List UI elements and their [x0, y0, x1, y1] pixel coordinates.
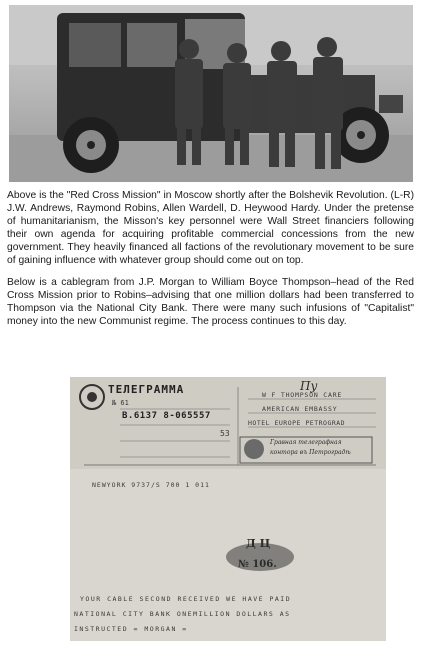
- address-line-3: HOTEL EUROPE PETROGRAD: [248, 419, 346, 427]
- cablegram-image: [70, 377, 386, 641]
- message-line-2: NATIONAL CITY BANK ONEMILLION DOLLARS AS: [74, 610, 291, 618]
- message-line-1: YOUR CABLE SECOND RECEIVED WE HAVE PAID: [80, 595, 292, 603]
- stamp-number: № 106.: [238, 559, 277, 570]
- stamp-handwritten-mark: Д Ц: [246, 537, 271, 550]
- red-cross-mission-photo: [9, 5, 413, 182]
- handwritten-note-top: Пу: [300, 379, 318, 393]
- cablegram-number: B.6137 8-065557: [122, 411, 211, 421]
- address-line-2: AMERICAN EMBASSY: [262, 405, 338, 413]
- telegram-heading: ТЕЛЕГРАММА: [108, 383, 185, 396]
- cablegram-number-label: № 61: [112, 399, 129, 407]
- stamp-line-1: Гравная телеграфная: [270, 439, 342, 446]
- photo-image: [9, 5, 413, 182]
- stamp-line-2: контора въ Петроградѣ: [270, 449, 351, 456]
- photo-caption: Above is the "Red Cross Mission" in Moscow shortly after the Bolshevik Revolution. (L-R) J.W. Andrews, Raymond Robins, Allen Wardell, D. Heywood Hardy. Under the pretense of humanitarianism, the Misson's key personnel were Wall Street financiers following their own agenda for acquiring profitable commercial concessions from the new government. They heavily financed all factions of the revolutionary movement to be sure of gaining influence with whatever group should come out on top.: [7, 190, 414, 267]
- cablegram-description: Below is a cablegram from J.P. Morgan to William Boyce Thompson–head of the Red Cross Mission prior to Robins–advising that one million dollars had been transferred to Thompson via the National City Bank. There were many such infusions of "Capitalist" money into the new Communist regime. The process continues to this day.: [7, 277, 414, 328]
- message-line-3: INSTRUCTED = MORGAN =: [74, 625, 188, 633]
- cablegram-origin: NEWYORK 9737/S 700 1 011: [92, 481, 210, 489]
- cablegram-code: 53: [220, 429, 230, 438]
- address-line-1: W F THOMPSON CARE: [262, 391, 343, 399]
